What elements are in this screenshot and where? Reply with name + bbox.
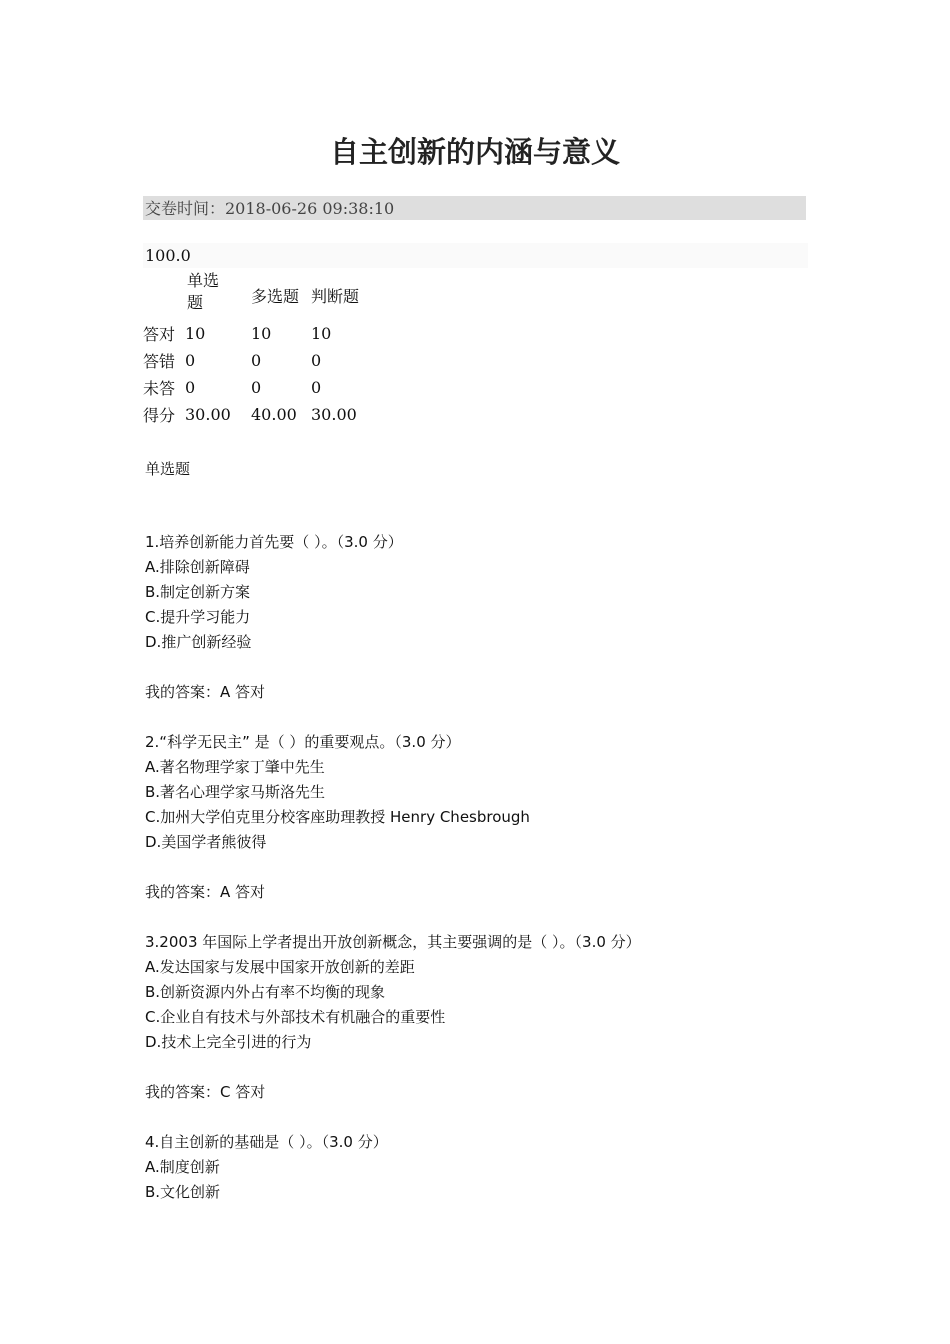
row-label: 答对 [143,325,176,344]
option: A.制度创新 [145,1158,220,1176]
cell: 0 [185,351,196,370]
row-label: 得分 [143,406,176,425]
cell: 0 [251,351,262,370]
question-2 [145,730,641,930]
total-score: 100.0 [145,246,191,265]
cell: 0 [185,378,196,397]
table-row [143,347,361,374]
question-text: 4.自主创新的基础是（ ）。（3.0 分） [145,1133,388,1151]
option: D.技术上完全引进的行为 [145,1033,312,1051]
table-header-row [143,270,361,320]
option: C.企业自有技术与外部技术有机融合的重要性 [145,1008,446,1026]
cell: 30.00 [311,405,357,424]
cell: 0 [251,378,262,397]
option: B.创新资源内外占有率不均衡的现象 [145,983,386,1001]
my-answer: 我的答案：A 答对 [145,683,266,701]
row-label: 答错 [143,352,176,371]
option: A.著名物理学家丁肇中先生 [145,758,325,776]
header-cell [143,270,185,320]
row-label: 未答 [143,379,176,398]
option: C.提升学习能力 [145,608,251,626]
question-4 [145,1130,641,1205]
cell: 10 [251,324,272,343]
header-single-choice: 单选题 [187,271,220,312]
option: B.文化创新 [145,1183,221,1201]
option: A.发达国家与发展中国家开放创新的差距 [145,958,415,976]
cell: 30.00 [185,405,231,424]
cell: 40.00 [251,405,297,424]
question-3 [145,930,641,1130]
option: A.排除创新障碍 [145,558,250,576]
option: D.美国学者熊彼得 [145,833,267,851]
header-cell [185,270,251,320]
cell: 10 [311,324,332,343]
my-answer: 我的答案：C 答对 [145,1083,266,1101]
section-title: 单选题 [145,460,191,478]
option: B.著名心理学家马斯洛先生 [145,783,326,801]
option: D.推广创新经验 [145,633,252,651]
option: C.加州大学伯克里分校客座助理教授 Henry Chesbrough [145,808,530,826]
score-band [143,243,808,268]
header-cell: 多选题 [251,286,300,306]
cell: 0 [311,378,322,397]
header-cell: 判断题 [311,286,360,306]
cell: 10 [185,324,206,343]
option: B.制定创新方案 [145,583,251,601]
my-answer: 我的答案：A 答对 [145,883,266,901]
question-1 [145,530,641,730]
cell: 0 [311,351,322,370]
table-row [143,401,361,428]
page-title: 自主创新的内涵与意义 [329,135,620,169]
table-row [143,320,361,347]
question-list [145,530,641,1205]
question-text: 3.2003 年国际上学者提出开放创新概念，其主要强调的是（ ）。（3.0 分） [145,933,641,951]
question-text: 1.培养创新能力首先要（ ）。（3.0 分） [145,533,403,551]
question-text: 2.“科学无民主” 是（ ）的重要观点。（3.0 分） [145,733,461,751]
stats-table [143,270,361,428]
table-row [143,374,361,401]
submit-time: 交卷时间：2018-06-26 09:38:10 [143,196,806,220]
